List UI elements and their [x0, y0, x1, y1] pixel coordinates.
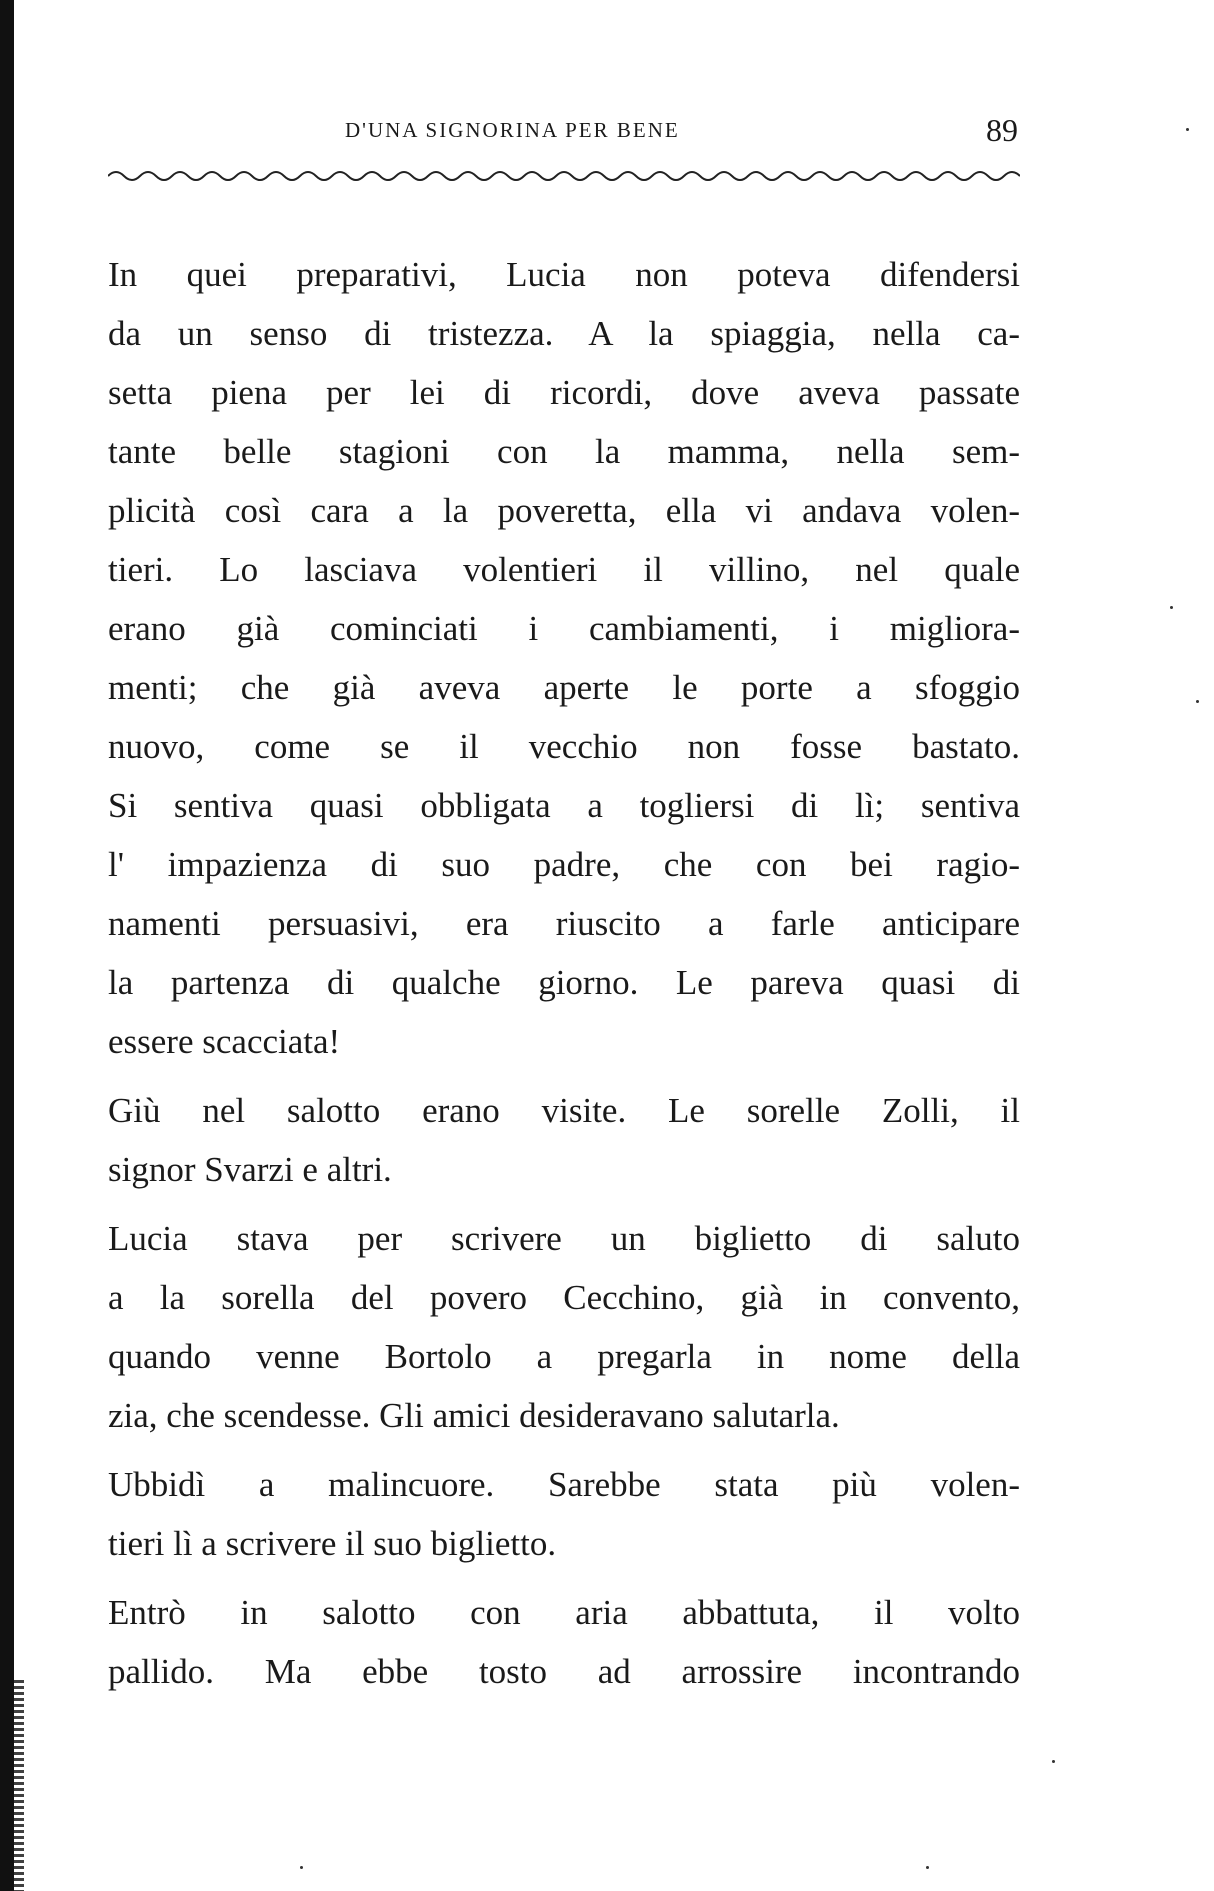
text-line: a la sorella del povero Cecchino, già in convento,: [108, 1278, 1020, 1317]
paragraph: [108, 1455, 1020, 1573]
print-speck: [1186, 128, 1189, 131]
body-text: [108, 245, 1020, 1701]
text-line: signor Svarzi e altri.: [108, 1150, 392, 1189]
text-line: Ubbidì a malincuore. Sarebbe stata più volen-: [108, 1465, 1020, 1504]
text-line: Entrò in salotto con aria abbattuta, il volto: [108, 1593, 1020, 1632]
page-binding-edge: [0, 0, 14, 1891]
text-line: pallido. Ma ebbe tosto ad arrossire incontrando: [108, 1652, 1020, 1691]
page-binding-fray: [10, 1680, 24, 1891]
print-speck: [1170, 606, 1173, 609]
text-line: menti; che già aveva aperte le porte a sfoggio: [108, 668, 1020, 707]
wavy-rule-line: [108, 172, 1020, 180]
text-line: tieri. Lo lasciava volentieri il villino, nel quale: [108, 550, 1020, 589]
text-line: la partenza di qualche giorno. Le pareva quasi di: [108, 963, 1020, 1002]
text-line: In quei preparativi, Lucia non poteva difendersi: [108, 255, 1020, 294]
paragraph: [108, 1081, 1020, 1199]
text-line: tante belle stagioni con la mamma, nella sem-: [108, 432, 1020, 471]
paragraph: [108, 1209, 1020, 1445]
ornamental-wavy-rule: [108, 160, 1020, 190]
print-speck: [1196, 700, 1199, 703]
print-speck: [300, 1866, 303, 1869]
paragraph: [108, 1583, 1020, 1701]
text-line: setta piena per lei di ricordi, dove aveva passate: [108, 373, 1020, 412]
text-line: Lucia stava per scrivere un biglietto di saluto: [108, 1219, 1020, 1258]
text-line: plicità così cara a la poveretta, ella vi andava volen-: [108, 491, 1020, 530]
running-head: [108, 112, 1018, 152]
text-line: zia, che scendesse. Gli amici desideravano salutarla.: [108, 1396, 840, 1435]
text-line: namenti persuasivi, era riuscito a farle anticipare: [108, 904, 1020, 943]
text-line: tieri lì a scrivere il suo biglietto.: [108, 1524, 557, 1563]
text-line: Giù nel salotto erano visite. Le sorelle Zolli, il: [108, 1091, 1020, 1130]
print-speck: [926, 1866, 929, 1869]
paragraph-gap: [108, 1445, 1020, 1455]
text-line: quando venne Bortolo a pregarla in nome della: [108, 1337, 1020, 1376]
text-line: l' impazienza di suo padre, che con bei ragio-: [108, 845, 1020, 884]
paragraph-gap: [108, 1199, 1020, 1209]
paragraph: [108, 245, 1020, 1071]
running-title: D'UNA SIGNORINA PER BENE: [345, 118, 680, 142]
page-number: 89: [986, 112, 1018, 148]
text-line: nuovo, come se il vecchio non fosse bastato.: [108, 727, 1020, 766]
paragraph-gap: [108, 1573, 1020, 1583]
text-line: Si sentiva quasi obbligata a togliersi di lì; sentiva: [108, 786, 1020, 825]
print-speck: [1052, 1760, 1055, 1763]
text-line: da un senso di tristezza. A la spiaggia, nella ca-: [108, 314, 1020, 353]
paragraph-gap: [108, 1071, 1020, 1081]
text-line: essere scacciata!: [108, 1022, 341, 1061]
text-line: erano già cominciati i cambiamenti, i migliora-: [108, 609, 1020, 648]
